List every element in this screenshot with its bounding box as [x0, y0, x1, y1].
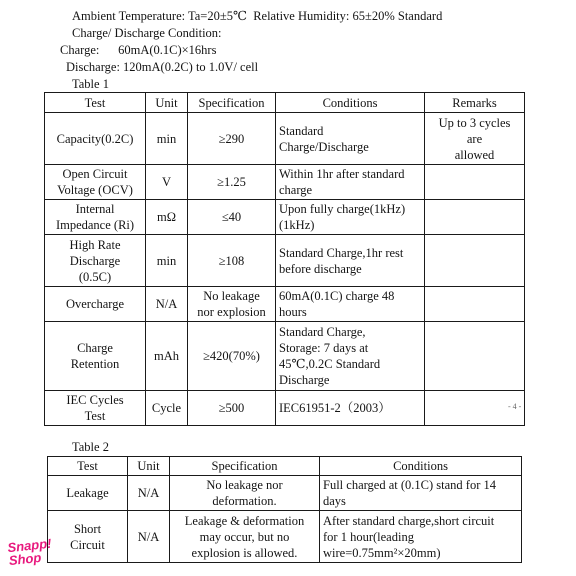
unit-cell: V	[146, 165, 188, 200]
test-cell: Internal Impedance (Ri)	[45, 200, 146, 235]
test-cell: High Rate Discharge (0.5C)	[45, 235, 146, 287]
test-cell: Charge Retention	[45, 322, 146, 391]
table1-row	[45, 287, 525, 322]
remarks-cell	[425, 322, 525, 391]
test-cell: Leakage	[48, 476, 128, 511]
table2-row	[48, 511, 522, 563]
remarks-cell	[425, 200, 525, 235]
charge-condition: Charge: 60mA(0.1C)×16hrs	[60, 43, 217, 57]
discharge-condition: Discharge: 120mA(0.2C) to 1.0V/ cell	[66, 60, 259, 74]
header-test: Test	[45, 93, 146, 113]
unit-cell: mAh	[146, 322, 188, 391]
table1-caption: Table 1	[72, 77, 109, 91]
header-conditions: Conditions	[320, 457, 522, 476]
conditions-cell: Standard Charge/Discharge	[276, 113, 425, 165]
ambient-conditions: Ambient Temperature: Ta=20±5℃ Relative Humidity: 65±20% Standard	[72, 9, 443, 23]
table1-row	[45, 235, 525, 287]
remarks-cell	[425, 235, 525, 287]
specification-cell: ≥290	[188, 113, 276, 165]
remarks-cell	[425, 165, 525, 200]
unit-cell: min	[146, 113, 188, 165]
specification-cell: ≤40	[188, 200, 276, 235]
header-unit: Unit	[128, 457, 170, 476]
specification-cell: Leakage & deformation may occur, but no explosion is allowed.	[170, 511, 320, 563]
specification-cell: No leakage nor deformation.	[170, 476, 320, 511]
header-conditions: Conditions	[276, 93, 425, 113]
conditions-cell: After standard charge,short circuit for 1 hour(leading wire=0.75mm²×20mm)	[320, 511, 522, 563]
charge-discharge-heading: Charge/ Discharge Condition:	[72, 26, 222, 40]
table1-row	[45, 165, 525, 200]
remarks-cell	[425, 287, 525, 322]
table1-row	[45, 113, 525, 165]
table-1	[44, 92, 525, 426]
remarks-cell: Up to 3 cycles are allowed	[425, 113, 525, 165]
unit-cell: Cycle	[146, 391, 188, 426]
specification-cell: ≥420(70%)	[188, 322, 276, 391]
unit-cell: mΩ	[146, 200, 188, 235]
table2-caption: Table 2	[72, 440, 109, 454]
snapp-shop-logo: Snapp! Shop	[6, 535, 53, 569]
table-1-header-row	[45, 93, 525, 113]
unit-cell: min	[146, 235, 188, 287]
specification-cell: ≥108	[188, 235, 276, 287]
specification-cell: ≥1.25	[188, 165, 276, 200]
test-cell: Open Circuit Voltage (OCV)	[45, 165, 146, 200]
table2-row	[48, 476, 522, 511]
specification-cell: ≥500	[188, 391, 276, 426]
header-unit: Unit	[146, 93, 188, 113]
conditions-cell: Upon fully charge(1kHz) (1kHz)	[276, 200, 425, 235]
test-cell: Capacity(0.2C)	[45, 113, 146, 165]
table1-row	[45, 391, 525, 426]
unit-cell: N/A	[128, 476, 170, 511]
test-cell: Overcharge	[45, 287, 146, 322]
conditions-cell: Standard Charge,1hr rest before discharge	[276, 235, 425, 287]
test-cell: IEC Cycles Test	[45, 391, 146, 426]
conditions-cell: Full charged at (0.1C) stand for 14 days	[320, 476, 522, 511]
conditions-cell: IEC61951-2（2003）	[276, 391, 425, 426]
conditions-cell: Within 1hr after standard charge	[276, 165, 425, 200]
header-test: Test	[48, 457, 128, 476]
header-remarks: Remarks	[425, 93, 525, 113]
header-specification: Specification	[170, 457, 320, 476]
unit-cell: N/A	[146, 287, 188, 322]
conditions-cell: Standard Charge, Storage: 7 days at 45℃,0.2C Standard Discharge	[276, 322, 425, 391]
page-number: - 4 -	[508, 402, 522, 411]
unit-cell: N/A	[128, 511, 170, 563]
conditions-cell: 60mA(0.1C) charge 48 hours	[276, 287, 425, 322]
table1-row	[45, 200, 525, 235]
table-2-header-row	[48, 457, 522, 476]
table-2	[47, 456, 522, 563]
table1-row	[45, 322, 525, 391]
header-specification: Specification	[188, 93, 276, 113]
test-cell: Short Circuit	[48, 511, 128, 563]
specification-cell: No leakage nor explosion	[188, 287, 276, 322]
